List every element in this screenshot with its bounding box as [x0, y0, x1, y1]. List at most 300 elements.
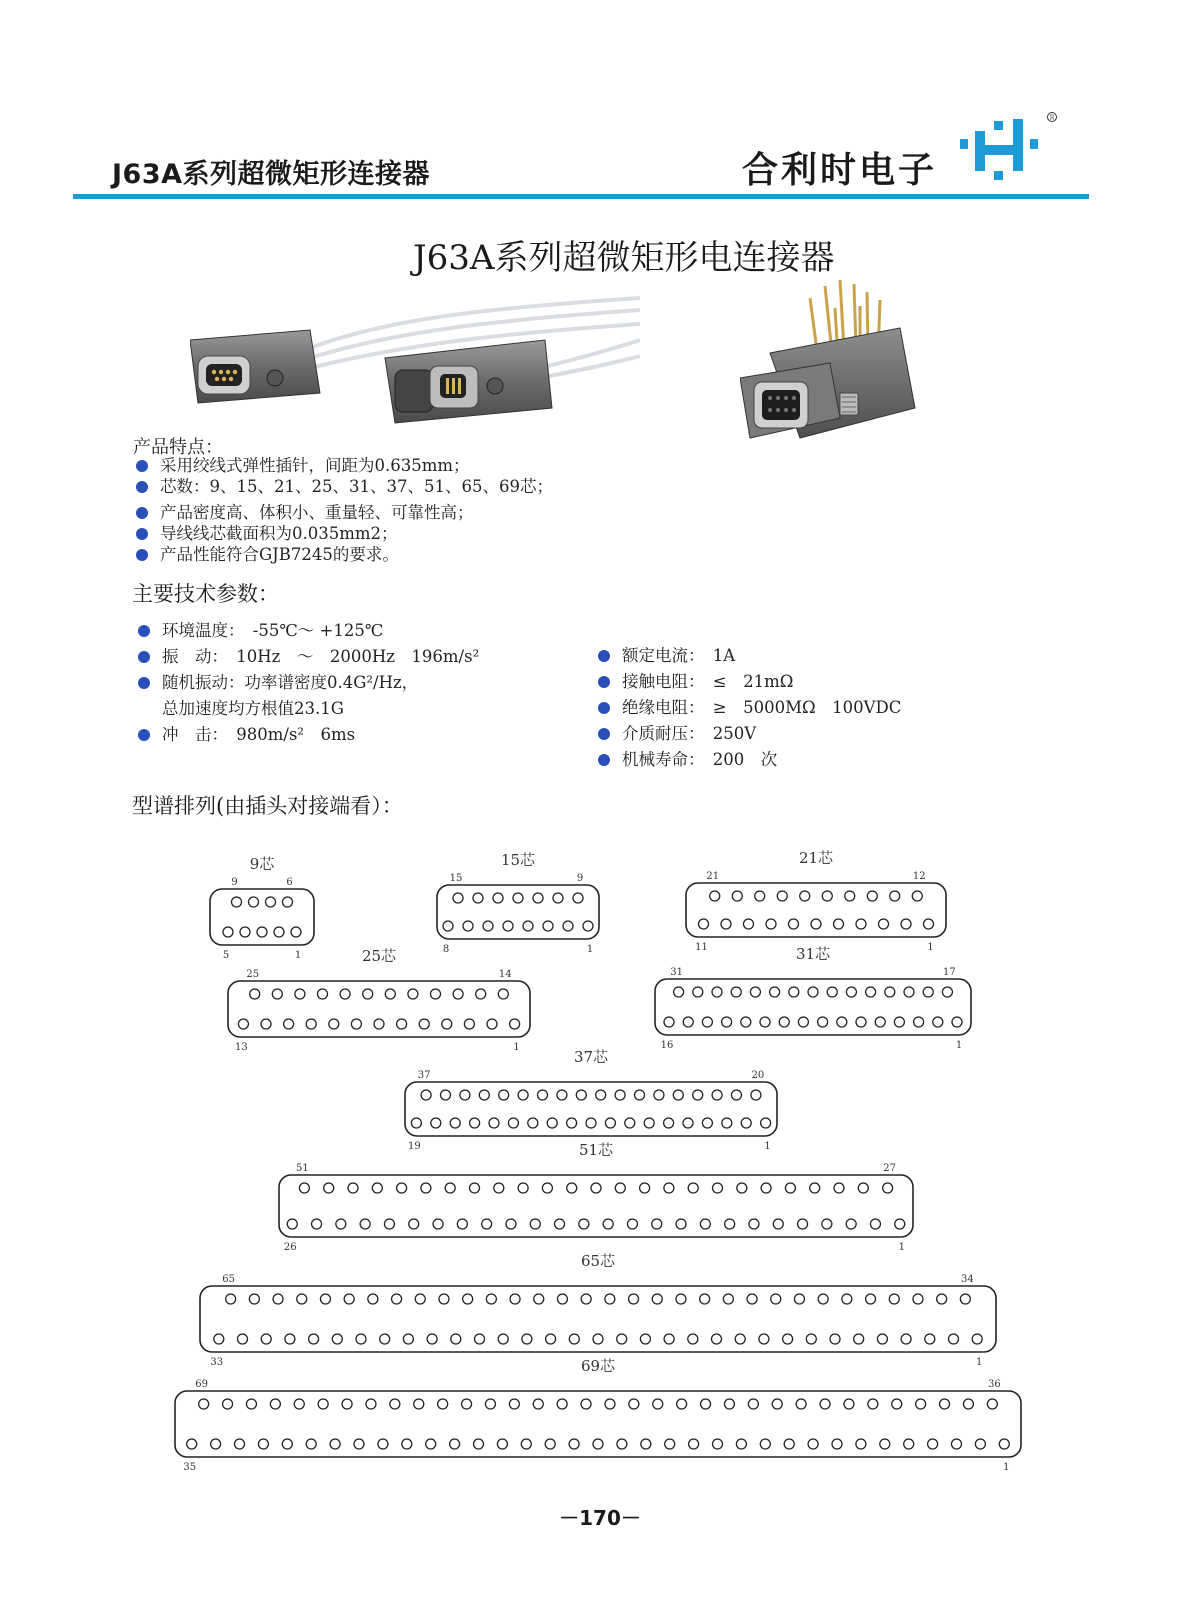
feature-item: 芯数：9、15、21、25、31、37、51、65、69芯； — [134, 476, 553, 497]
pin-bottom — [450, 1118, 460, 1128]
pin-bottom — [759, 1334, 769, 1344]
pin-number-label: 9 — [576, 873, 584, 884]
pin-top — [937, 1294, 947, 1304]
pin-top — [676, 1294, 686, 1304]
pin-bottom — [856, 1017, 866, 1027]
pin-top — [320, 1294, 330, 1304]
pin-bottom — [952, 1017, 962, 1027]
pin-top — [712, 1090, 722, 1100]
pin-number-label: 1 — [294, 950, 302, 961]
pin-bottom — [547, 1118, 557, 1128]
pin-top — [635, 1090, 645, 1100]
pin-bottom — [766, 919, 776, 929]
pin-top — [283, 897, 293, 907]
pin-top — [912, 891, 922, 901]
pin-bottom — [258, 1439, 268, 1449]
pin-bottom — [530, 1219, 540, 1229]
pin-bottom — [510, 1019, 520, 1029]
pin-top — [232, 897, 242, 907]
pin-top — [890, 891, 900, 901]
pin-top — [318, 989, 328, 999]
pin-bottom — [330, 1439, 340, 1449]
pin-bottom — [487, 1019, 497, 1029]
pin-top — [453, 893, 463, 903]
pin-number-label: 33 — [210, 1357, 224, 1368]
pin-bottom — [830, 1334, 840, 1344]
pin-bottom — [546, 1334, 556, 1344]
pin-bottom — [700, 1219, 710, 1229]
pin-bottom — [586, 1118, 596, 1128]
pin-top — [664, 1183, 674, 1193]
spec-item: 环境温度： -55℃～ +125℃ — [136, 618, 479, 644]
pin-bottom — [306, 1439, 316, 1449]
pin-bottom — [625, 1118, 635, 1128]
pin-top — [693, 987, 703, 997]
pin-top — [470, 1183, 480, 1193]
pin-number-label: 51 — [296, 1163, 309, 1174]
pin-top — [892, 1399, 902, 1409]
pin-bottom — [291, 927, 301, 937]
feature-item: 产品性能符合GJB7245的要求。 — [134, 544, 553, 565]
pin-top — [640, 1183, 650, 1193]
pin-top — [340, 989, 350, 999]
pin-bottom — [664, 1118, 674, 1128]
pin-bottom — [875, 1017, 885, 1027]
pin-bottom — [187, 1439, 197, 1449]
pin-bottom — [522, 1334, 532, 1344]
pin-top — [250, 989, 260, 999]
pin-top — [533, 893, 543, 903]
pin-number-label: 19 — [408, 1141, 421, 1152]
company-name: 合利时电子 — [742, 150, 938, 191]
pin-bottom — [722, 1118, 732, 1128]
pin-top — [889, 1294, 899, 1304]
product-title: J63A系列超微矩形电连接器 — [413, 238, 835, 278]
pin-bottom — [760, 1017, 770, 1027]
pin-top — [270, 1399, 280, 1409]
pin-bottom — [306, 1019, 316, 1029]
pin-top — [273, 1294, 283, 1304]
pin-bottom — [617, 1439, 627, 1449]
pin-top — [441, 1090, 451, 1100]
pin-number-label: 13 — [235, 1042, 248, 1053]
pin-top — [199, 1399, 209, 1409]
pin-top — [755, 891, 765, 901]
pin-number-label: 1 — [898, 1242, 905, 1253]
pin-top — [732, 891, 742, 901]
pin-bottom — [894, 1017, 904, 1027]
pin-bottom — [617, 1334, 627, 1344]
pin-bottom — [736, 1439, 746, 1449]
pin-top — [510, 1294, 520, 1304]
pin-top — [408, 989, 418, 999]
pin-number-label: 21 — [706, 871, 720, 882]
pin-top — [460, 1090, 470, 1100]
pin-top — [916, 1399, 926, 1409]
spec-continuation: 总加速度均方根值23.1G — [162, 699, 344, 718]
pin-top — [249, 897, 259, 907]
pin-top — [421, 1090, 431, 1100]
pin-bottom — [972, 1334, 982, 1344]
pin-bottom — [722, 1017, 732, 1027]
pin-top — [904, 987, 914, 997]
pin-top — [266, 897, 276, 907]
pin-bottom — [699, 919, 709, 929]
pin-bottom — [351, 1019, 361, 1029]
pin-top — [493, 893, 503, 903]
pin-top — [960, 1294, 970, 1304]
pin-top — [223, 1399, 233, 1409]
pin-top — [652, 1294, 662, 1304]
pin-bottom — [741, 1118, 751, 1128]
pin-bottom — [798, 1219, 808, 1229]
pin-top — [421, 1183, 431, 1193]
pin-top — [820, 1399, 830, 1409]
pin-bottom — [287, 1219, 297, 1229]
pin-top — [344, 1294, 354, 1304]
pin-top — [591, 1183, 601, 1193]
pin-bottom — [569, 1439, 579, 1449]
pin-bottom — [744, 919, 754, 929]
pin-bottom — [403, 1334, 413, 1344]
pin-bottom — [644, 1118, 654, 1128]
pin-top — [677, 1399, 687, 1409]
pin-bottom — [555, 1219, 565, 1229]
pin-top — [866, 1294, 876, 1304]
pin-top — [538, 1090, 548, 1100]
pin-top — [485, 1399, 495, 1409]
pin-number-label: 69 — [195, 1379, 209, 1390]
pin-top — [368, 1294, 378, 1304]
pin-top — [226, 1294, 236, 1304]
pin-top — [963, 1399, 973, 1409]
spec-item: 随机振动：功率谱密度0.4G²/Hz， — [136, 670, 479, 696]
pin-top — [513, 893, 523, 903]
pin-number-label: 20 — [751, 1070, 765, 1081]
pin-bottom — [725, 1219, 735, 1229]
pin-bottom — [975, 1439, 985, 1449]
pin-bottom — [901, 919, 911, 929]
pin-bottom — [713, 1439, 723, 1449]
pin-bottom — [760, 1439, 770, 1449]
pin-bottom — [336, 1219, 346, 1229]
series-title: J63A系列超微矩形连接器 — [112, 159, 431, 190]
pin-bottom — [235, 1439, 245, 1449]
pin-bottom — [261, 1334, 271, 1344]
pin-number-label: 35 — [183, 1462, 197, 1473]
pin-bottom — [374, 1019, 384, 1029]
pin-top — [796, 1399, 806, 1409]
pin-top — [750, 987, 760, 997]
pin-bottom — [652, 1219, 662, 1229]
pin-bottom — [856, 1439, 866, 1449]
pin-bottom — [312, 1219, 322, 1229]
pin-top — [800, 891, 810, 901]
pin-bottom — [818, 1017, 828, 1027]
pin-top — [397, 1183, 407, 1193]
pin-top — [553, 893, 563, 903]
spec-item: 额定电流： 1A — [596, 643, 901, 669]
pin-bottom — [482, 1219, 492, 1229]
features-label: 产品特点： — [133, 437, 223, 458]
pin-top — [761, 1183, 771, 1193]
pin-top — [318, 1399, 328, 1409]
pin-number-label: 1 — [513, 1042, 520, 1053]
pin-top — [297, 1294, 307, 1304]
pin-bottom — [431, 1118, 441, 1128]
pin-number-label: 1 — [927, 942, 934, 953]
pin-bottom — [285, 1334, 295, 1344]
pin-top — [987, 1399, 997, 1409]
spec-item: 绝缘电阻： ≥ 5000MΩ 100VDC — [596, 695, 901, 721]
pin-number-label: 31 — [670, 967, 683, 978]
pin-top — [772, 1399, 782, 1409]
pin-top — [557, 1399, 567, 1409]
pin-top — [462, 1399, 472, 1409]
feature-item: 产品密度高、体积小、重量轻、可靠性高； — [134, 502, 553, 523]
pin-top — [747, 1294, 757, 1304]
pin-bottom — [879, 919, 889, 929]
pin-bottom — [274, 927, 284, 937]
pin-top — [858, 1183, 868, 1193]
pin-top — [834, 1183, 844, 1193]
pin-bottom — [779, 1017, 789, 1027]
pin-top — [748, 1399, 758, 1409]
pin-top — [842, 1294, 852, 1304]
pin-bottom — [508, 1118, 518, 1128]
pin-bottom — [569, 1334, 579, 1344]
pin-bottom — [257, 927, 267, 937]
pin-bottom — [664, 1017, 674, 1027]
pin-bottom — [521, 1439, 531, 1449]
pin-bottom — [284, 1019, 294, 1029]
pin-bottom — [451, 1334, 461, 1344]
connector-title: 69芯 — [580, 1357, 616, 1375]
pin-top — [385, 989, 395, 999]
connector-title: 21芯 — [798, 849, 834, 867]
pin-bottom — [503, 921, 513, 931]
pin-bottom — [822, 1219, 832, 1229]
pin-top — [438, 1399, 448, 1409]
pin-top — [629, 1399, 639, 1409]
pin-top — [249, 1294, 259, 1304]
pin-number-label: 27 — [883, 1163, 896, 1174]
specs-label: 主要技术参数： — [132, 582, 279, 606]
pin-top — [415, 1294, 425, 1304]
pin-top — [771, 1294, 781, 1304]
spec-item: 介质耐压： 250V — [596, 721, 901, 747]
pin-top — [573, 893, 583, 903]
pin-bottom — [579, 1219, 589, 1229]
pin-bottom — [329, 1019, 339, 1029]
pin-top — [390, 1399, 400, 1409]
pin-top — [770, 987, 780, 997]
pin-bottom — [483, 921, 493, 931]
pin-top — [701, 1399, 711, 1409]
pin-top — [688, 1183, 698, 1193]
pin-bottom — [354, 1439, 364, 1449]
pin-bottom — [214, 1334, 224, 1344]
pin-number-label: 1 — [976, 1357, 983, 1368]
pin-bottom — [702, 1118, 712, 1128]
pin-top — [518, 1183, 528, 1193]
pin-number-label: 1 — [586, 944, 594, 955]
pin-top — [794, 1294, 804, 1304]
pin-top — [476, 989, 486, 999]
pin-top — [363, 989, 373, 999]
pin-bottom — [627, 1219, 637, 1229]
pin-top — [653, 1399, 663, 1409]
pin-bottom — [433, 1219, 443, 1229]
pin-bottom — [773, 1219, 783, 1229]
pin-bottom — [238, 1334, 248, 1344]
pin-top — [486, 1294, 496, 1304]
pin-bottom — [356, 1334, 366, 1344]
pin-top — [846, 987, 856, 997]
pin-top — [629, 1294, 639, 1304]
pin-top — [731, 987, 741, 997]
pin-top — [724, 1399, 734, 1409]
pin-bottom — [563, 921, 573, 931]
pin-top — [518, 1090, 528, 1100]
pin-bottom — [282, 1439, 292, 1449]
pin-top — [246, 1399, 256, 1409]
pin-number-label: 26 — [283, 1242, 297, 1253]
pin-top — [299, 1183, 309, 1193]
pin-top — [883, 1183, 893, 1193]
pin-bottom — [735, 1334, 745, 1344]
pin-bottom — [880, 1439, 890, 1449]
pin-top — [789, 987, 799, 997]
pin-top — [822, 891, 832, 901]
pin-bottom — [640, 1334, 650, 1344]
connector-title: 37芯 — [573, 1048, 609, 1066]
connector-title: 25芯 — [361, 947, 397, 965]
pin-top — [913, 1294, 923, 1304]
pin-bottom — [464, 1019, 474, 1029]
pin-top — [498, 989, 508, 999]
pin-top — [923, 987, 933, 997]
pin-bottom — [895, 1219, 905, 1229]
pin-number-label: 65 — [222, 1274, 236, 1285]
pin-bottom — [933, 1017, 943, 1027]
pin-bottom — [427, 1334, 437, 1344]
pin-bottom — [332, 1334, 342, 1344]
pin-bottom — [676, 1219, 686, 1229]
pin-bottom — [783, 1334, 793, 1344]
pin-bottom — [583, 921, 593, 931]
pin-top — [272, 989, 282, 999]
pin-top — [439, 1294, 449, 1304]
pin-bottom — [475, 1334, 485, 1344]
pin-bottom — [834, 919, 844, 929]
pin-top — [596, 1090, 606, 1100]
pin-bottom — [593, 1334, 603, 1344]
pin-number-label: 9 — [231, 877, 238, 888]
pin-bottom — [901, 1334, 911, 1344]
pin-bottom — [240, 927, 250, 937]
pin-bottom — [925, 1334, 935, 1344]
pin-number-label: 36 — [987, 1379, 1001, 1390]
pin-top — [818, 1294, 828, 1304]
pin-bottom — [543, 921, 553, 931]
pin-bottom — [506, 1219, 516, 1229]
pin-bottom — [238, 1019, 248, 1029]
pin-number-label: 11 — [695, 942, 708, 953]
pin-bottom — [789, 919, 799, 929]
pin-top — [885, 987, 895, 997]
pin-top — [534, 1294, 544, 1304]
pin-top — [693, 1090, 703, 1100]
connector-title: 51芯 — [578, 1141, 614, 1159]
pin-top — [414, 1399, 424, 1409]
pin-bottom — [380, 1334, 390, 1344]
pin-bottom — [702, 1017, 712, 1027]
spec-item: 冲 击： 980m/s² 6ms — [136, 722, 479, 748]
pin-top — [294, 1399, 304, 1409]
pin-top — [785, 1183, 795, 1193]
pin-top — [712, 987, 722, 997]
pin-bottom — [664, 1334, 674, 1344]
pin-bottom — [470, 1118, 480, 1128]
pin-top — [654, 1090, 664, 1100]
pin-bottom — [426, 1439, 436, 1449]
pin-bottom — [749, 1219, 759, 1229]
pin-top — [372, 1183, 382, 1193]
pin-top — [673, 1090, 683, 1100]
pin-number-label: 34 — [960, 1274, 974, 1285]
pin-top — [700, 1294, 710, 1304]
pin-top — [473, 893, 483, 903]
pin-top — [581, 1294, 591, 1304]
pin-bottom — [442, 1019, 452, 1029]
pin-top — [845, 891, 855, 901]
pin-top — [494, 1183, 504, 1193]
pin-top — [557, 1294, 567, 1304]
pin-bottom — [360, 1219, 370, 1229]
pin-top — [295, 989, 305, 999]
pin-bottom — [928, 1439, 938, 1449]
pin-bottom — [261, 1019, 271, 1029]
pin-top — [542, 1183, 552, 1193]
pin-top — [342, 1399, 352, 1409]
pin-top — [366, 1399, 376, 1409]
pin-bottom — [832, 1439, 842, 1449]
pin-bottom — [712, 1334, 722, 1344]
connector-outline — [175, 1391, 1021, 1457]
pin-top — [810, 1183, 820, 1193]
pin-bottom — [741, 1017, 751, 1027]
pin-bottom — [567, 1118, 577, 1128]
pin-bottom — [837, 1017, 847, 1027]
pin-bottom — [211, 1439, 221, 1449]
pin-top — [324, 1183, 334, 1193]
pin-top — [940, 1399, 950, 1409]
pin-top — [445, 1183, 455, 1193]
pin-top — [453, 989, 463, 999]
pin-bottom — [856, 919, 866, 929]
pin-bottom — [683, 1017, 693, 1027]
pin-bottom — [784, 1439, 794, 1449]
connector-title: 15芯 — [500, 851, 536, 869]
pin-number-label: 8 — [442, 944, 450, 955]
pin-bottom — [877, 1334, 887, 1344]
pin-number-label: 37 — [417, 1070, 431, 1081]
pin-bottom — [384, 1219, 394, 1229]
svg-text:R: R — [1049, 114, 1055, 122]
pin-number-label: 1 — [1003, 1462, 1010, 1473]
pin-top — [581, 1399, 591, 1409]
